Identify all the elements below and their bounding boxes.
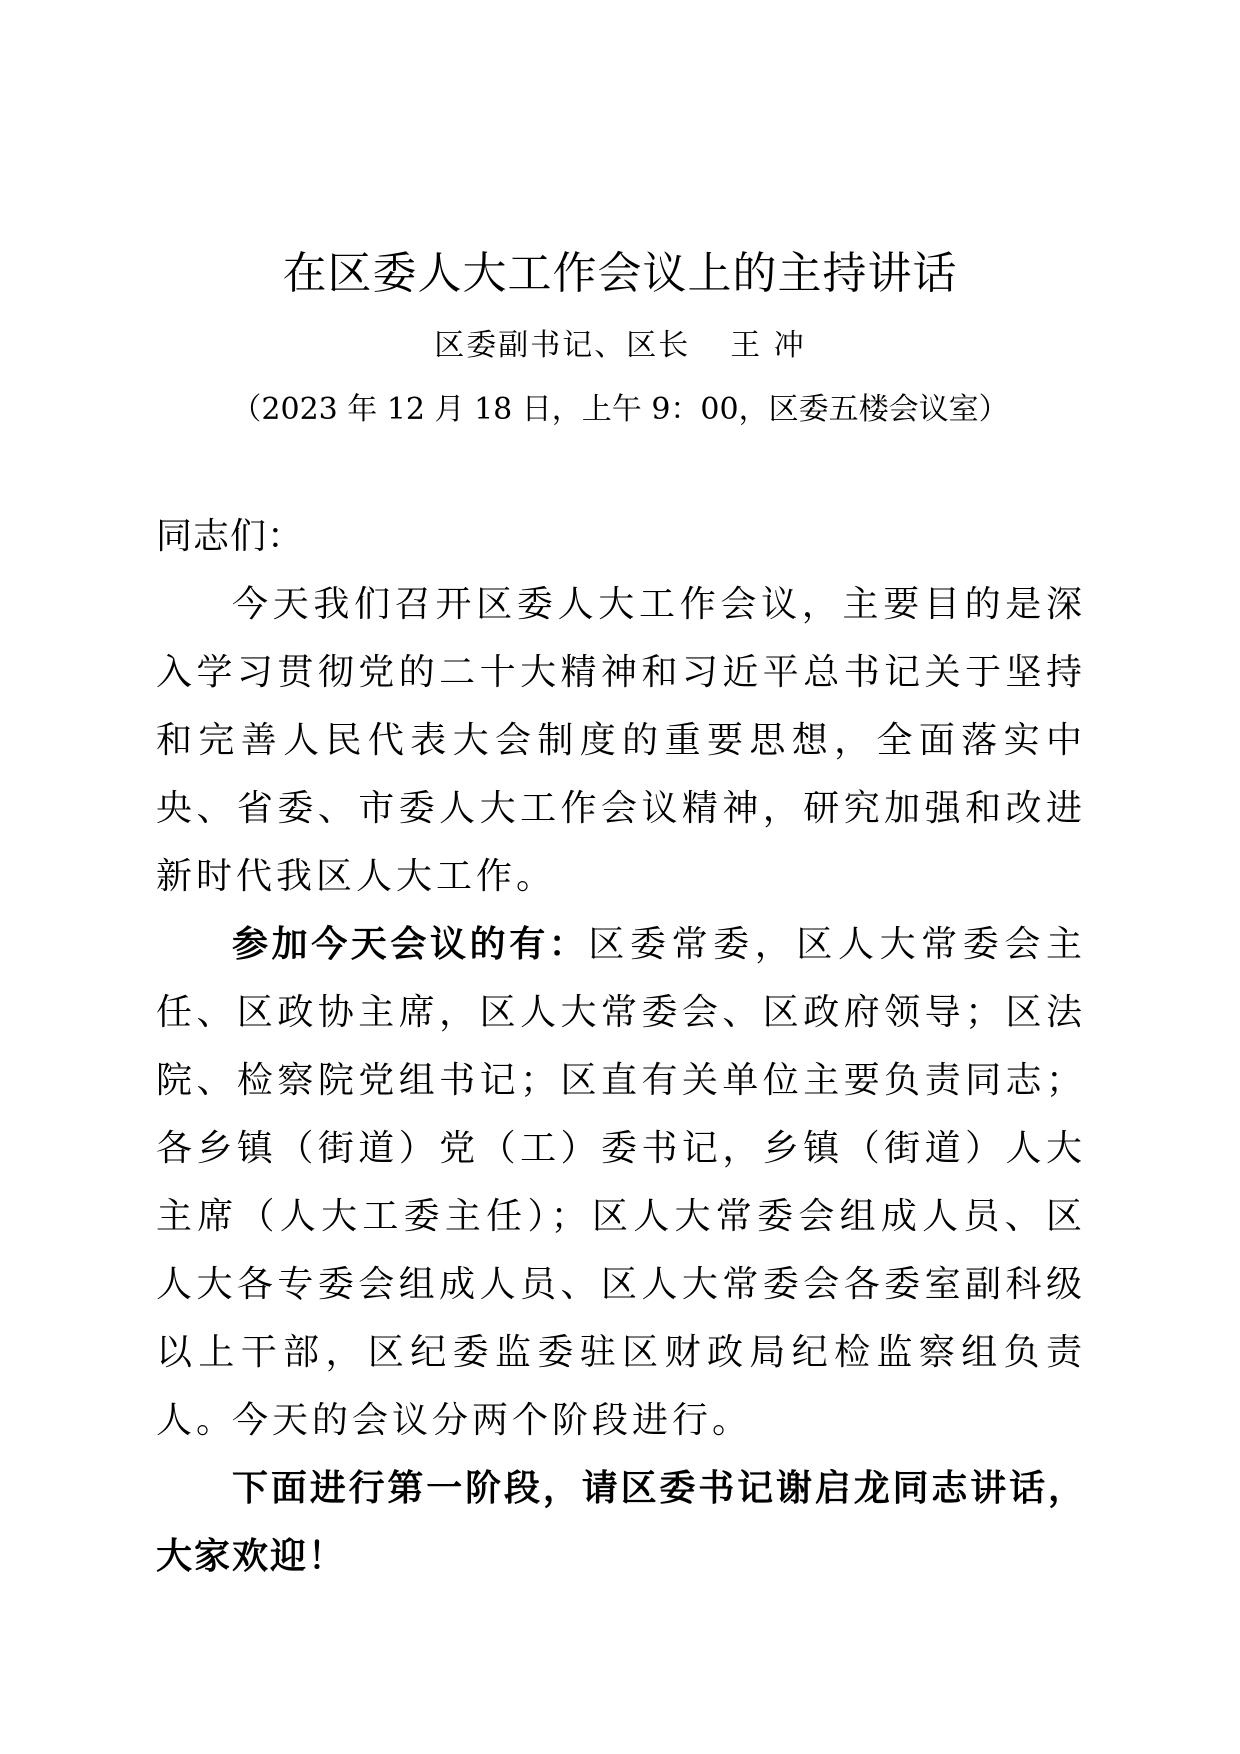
document-title: 在区委人大工作会议上的主持讲话 [282, 248, 958, 299]
attendees-lead: 参加今天会议的有： [232, 924, 589, 965]
paragraph-attendees [156, 911, 1086, 1455]
attendees-list: 区委常委，区人大常委会主任、区政协主席，区人大常委会、区政府领导；区法院、检察院党组书记；区直有关单位主要负责同志；各乡镇（街道）党（工）委书记，乡镇（街道）人大主席（人大工委主任）；区人大常委会组成人员、区人大各专委会组成人员、区人大常委会各委室副科级以上干部，区纪委监委驻区财政局纪检监察组负责人。 [156, 924, 1086, 1441]
author-name: 王 冲 [730, 328, 806, 363]
paragraph-stages: 今天的会议分两个阶段进行。 [232, 1400, 753, 1441]
meeting-info: （2023 年 12 月 18 日，上午 9：00，区委五楼会议室） [231, 392, 1009, 427]
author-role: 区委副书记、区长 [434, 328, 691, 363]
paragraph-first-stage: 下面进行第一阶段，请区委书记谢启龙同志讲话，大家欢迎！ [156, 1468, 1086, 1577]
author-line [0, 324, 1240, 368]
paragraph-purpose: 今天我们召开区委人大工作会议，主要目的是深入学习贯彻党的二十大精神和习近平总书记关于坚持和完善人民代表大会制度的重要思想，全面落实中央、省委、市委人大工作会议精神，研究加强和改进新时代我区人大工作。 [156, 584, 1086, 897]
salutation: 同志们： [156, 516, 305, 557]
